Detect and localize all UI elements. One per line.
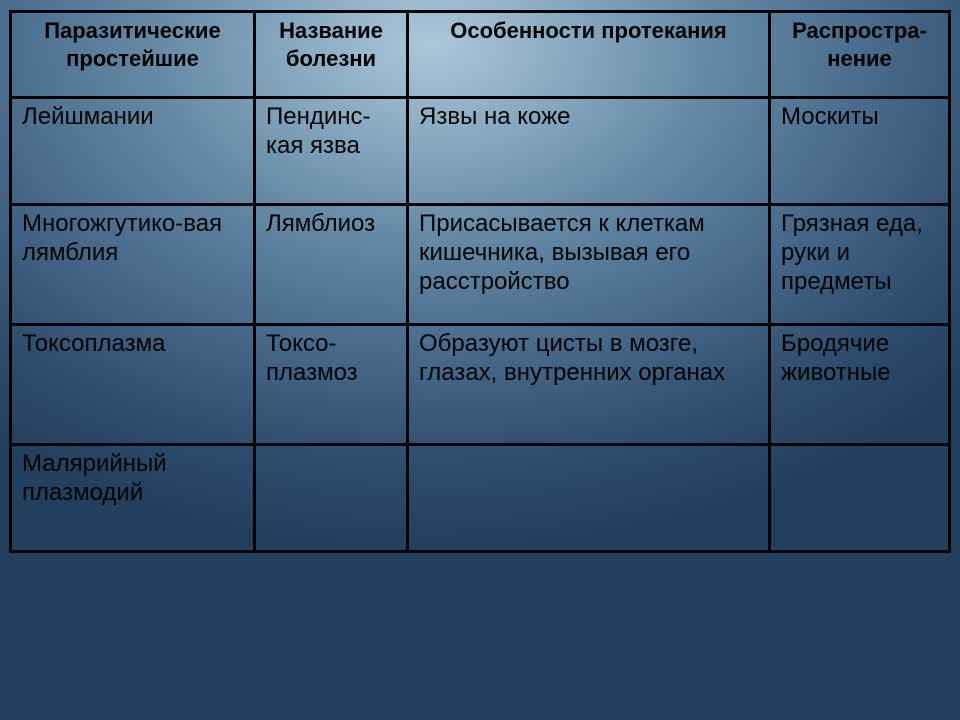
table-cell: Многожгутико-вая лямблия: [11, 205, 255, 325]
header-spread: Распростра-нение: [770, 12, 950, 98]
table-cell: Язвы на коже: [408, 98, 770, 205]
table-cell: Грязная еда, руки и предметы: [770, 205, 950, 325]
table-row: [11, 325, 950, 445]
header-parasites: Паразитические простейшие: [11, 12, 255, 98]
table-cell: [770, 445, 950, 552]
table-cell: Москиты: [770, 98, 950, 205]
table-cell: Пендинс-кая язва: [255, 98, 408, 205]
table-header-row: [11, 12, 950, 98]
table-cell: Токсоплазма: [11, 325, 255, 445]
table-cell: Образуют цисты в мозге, глазах, внутренних органах: [408, 325, 770, 445]
table-cell: Присасывается к клеткам кишечника, вызывая его расстройство: [408, 205, 770, 325]
header-disease-name: Название болезни: [255, 12, 408, 98]
table-cell: [255, 445, 408, 552]
table-row: [11, 98, 950, 205]
table-cell: Малярийный плазмодий: [11, 445, 255, 552]
table-row: [11, 445, 950, 552]
parasites-table: [9, 10, 951, 553]
table-row: [11, 205, 950, 325]
table-cell: Лейшмании: [11, 98, 255, 205]
table-cell: Бродячие животные: [770, 325, 950, 445]
table-cell: [408, 445, 770, 552]
table-cell: Лямблиоз: [255, 205, 408, 325]
header-course-features: Особенности протекания: [408, 12, 770, 98]
table-cell: Токсо-плазмоз: [255, 325, 408, 445]
